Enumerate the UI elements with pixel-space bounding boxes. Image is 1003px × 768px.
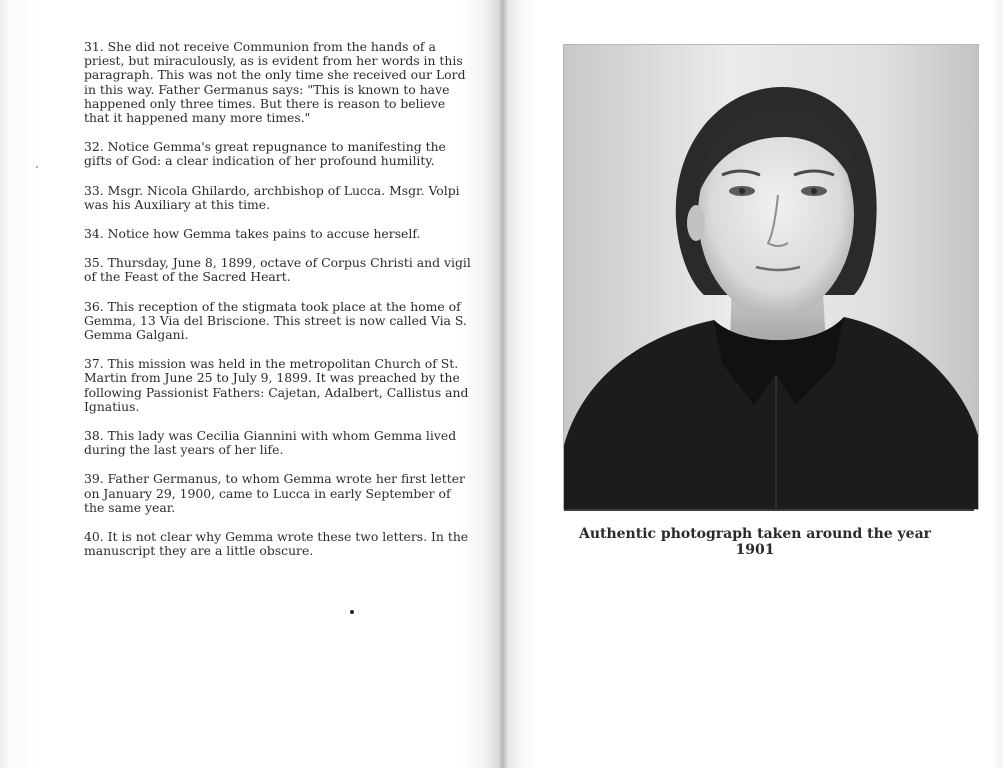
- endnote-39: 39. Father Germanus, to whom Gemma wrote her first letter on January 29, 1900, came to Lucca in early September of the same year.: [84, 471, 465, 515]
- endnote-34: 34. Notice how Gemma takes pains to accuse herself.: [84, 226, 421, 242]
- photo-caption: Authentic photograph taken around the year 1901: [578, 526, 932, 558]
- endnote-31: 31. She did not receive Communion from the hands of a priest, but miraculously, as is evident from her words in this paragraph. This was not the only time she received our Lord in this way. Father Germanus says: "This is known to have happened only three times. But there is reason to believe that it happened many more times.": [84, 39, 466, 126]
- endnote-37: 37. This mission was held in the metropolitan Church of St. Martin from June 25 to July 9, 1899. It was preached by the following Passionist Fathers: Cajetan, Adalbert, Callistus and Ignatius.: [84, 356, 469, 414]
- book-gutter: [498, 0, 508, 768]
- portrait-photograph: [564, 45, 978, 509]
- endnote-35: 35. Thursday, June 8, 1899, octave of Corpus Christi and vigil of the Feast of the Sacred Heart.: [84, 255, 471, 285]
- endnote-36: 36. This reception of the stigmata took place at the home of Gemma, 13 Via del Briscione. This street is now called Via S. Gemma Galgani.: [84, 298, 467, 343]
- endnote-33: 33. Msgr. Nicola Ghilardo, archbishop of Lucca. Msgr. Volpi was his Auxiliary at this time.: [84, 182, 460, 212]
- photo-bottom-rule: [564, 509, 974, 511]
- endnote-38: 38. This lady was Cecilia Giannini with whom Gemma lived during the last years of her life.: [84, 428, 457, 458]
- ink-speck: [36, 166, 38, 168]
- endnotes-list: [84, 40, 474, 573]
- endnote-40: 40. It is not clear why Gemma wrote these two letters. In the manuscript they are a little obscure.: [84, 529, 469, 559]
- ink-speck: [350, 610, 354, 614]
- endnote-32: 32. Notice Gemma's great repugnance to manifesting the gifts of God: a clear indication of her profound humility.: [84, 139, 446, 169]
